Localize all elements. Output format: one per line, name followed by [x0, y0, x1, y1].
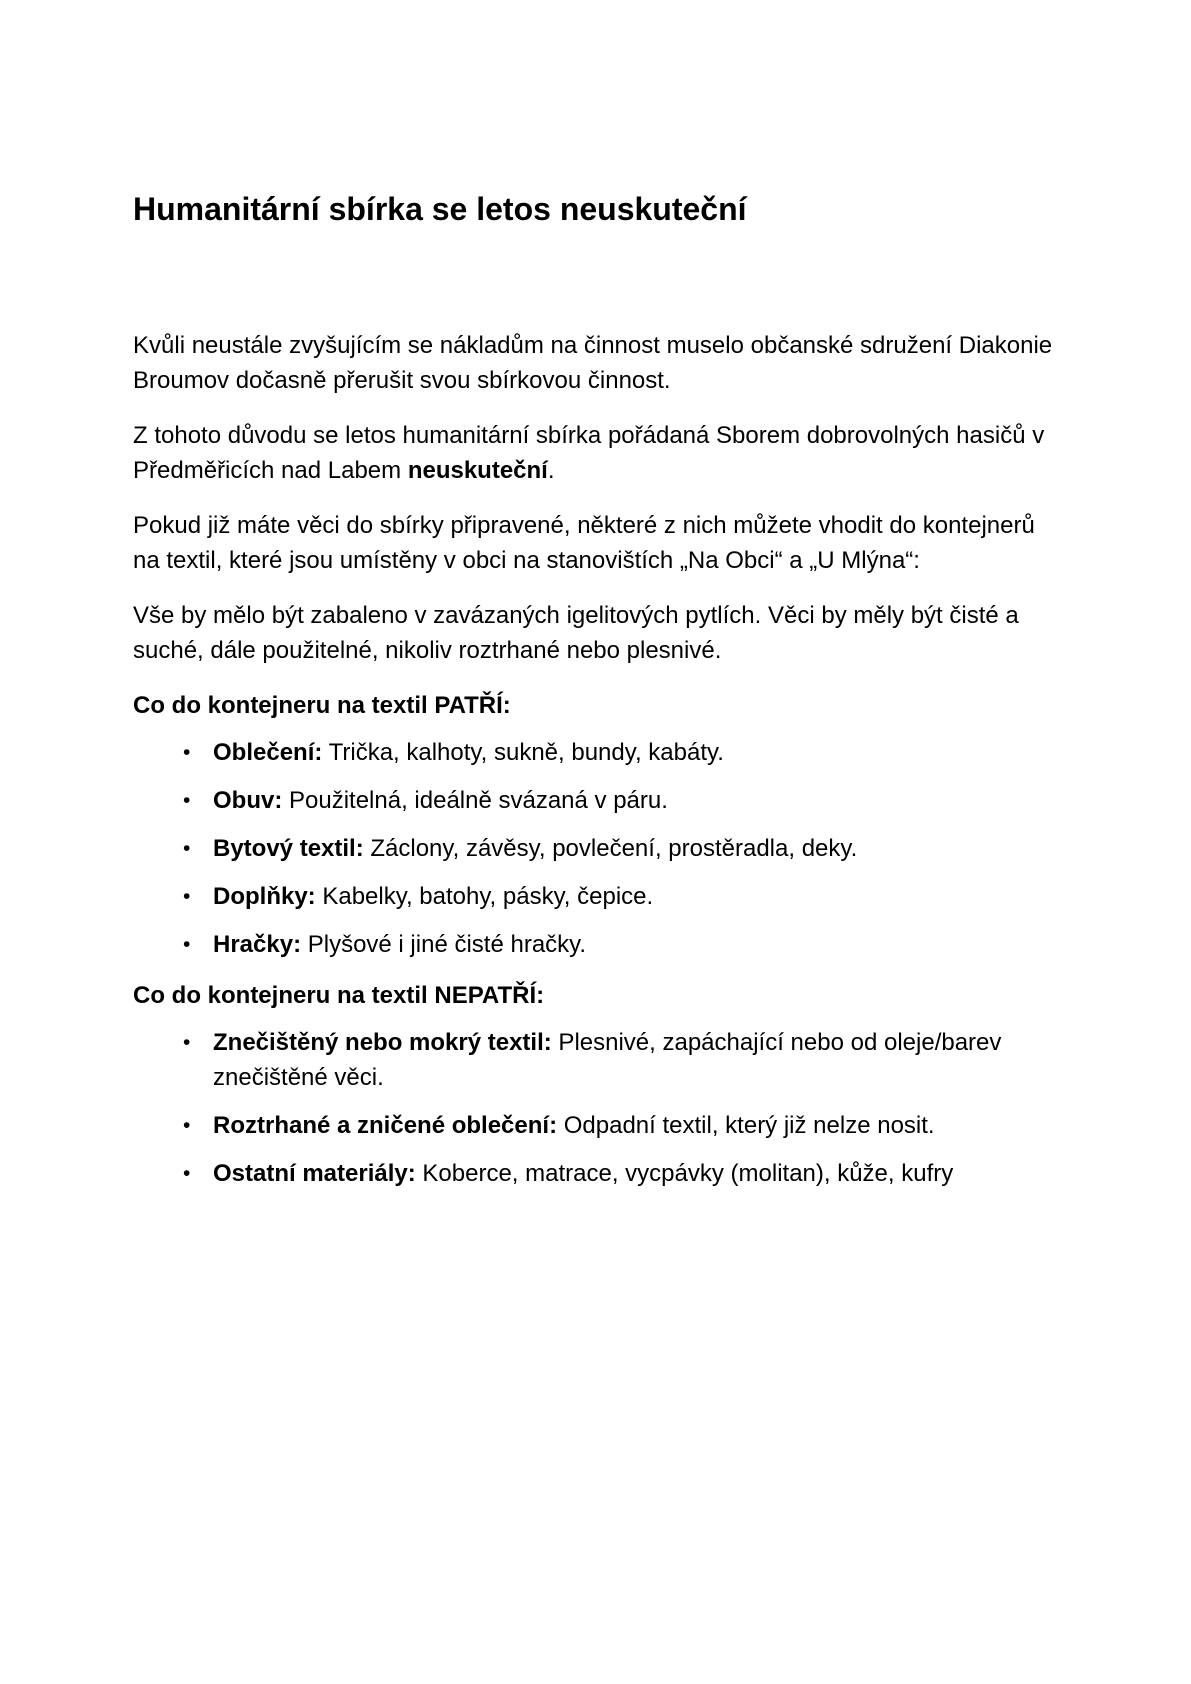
item-label: Bytový textil:: [213, 835, 364, 862]
list-item: [183, 927, 1063, 962]
list-item: [183, 1156, 1063, 1191]
intro-paragraph-4: Vše by mělo být zabaleno v zavázaných igelitových pytlích. Věci by měly být čisté a suché, dále použitelné, nikoliv roztrhané nebo plesnivé.: [133, 602, 1019, 664]
list-item: [183, 1025, 1063, 1095]
bullet-icon: •: [183, 933, 191, 956]
not-fits-section-heading: Co do kontejneru na textil NEPATŘÍ:: [133, 982, 545, 1009]
intro-paragraph-1: Kvůli neustále zvyšujícím se nákladům na činnost muselo občanské sdružení Diakonie Broumov dočasně přerušit svou sbírkovou činnost.: [133, 332, 1053, 394]
item-label: Doplňky:: [213, 883, 316, 910]
fits-section-heading: Co do kontejneru na textil PATŘÍ:: [133, 692, 511, 719]
bullet-icon: •: [183, 789, 191, 812]
not-fits-list: [133, 1025, 1063, 1191]
item-label: Znečištěný nebo mokrý textil:: [213, 1029, 552, 1056]
intro-paragraph-2-period: .: [547, 457, 555, 484]
bullet-icon: •: [183, 885, 191, 908]
document-title: Humanitární sbírka se letos neuskuteční: [133, 191, 747, 227]
item-text: Trička, kalhoty, sukně, bundy, kabáty.: [322, 739, 724, 766]
bullet-icon: •: [183, 1031, 191, 1054]
item-text: Použitelná, ideálně svázaná v páru.: [282, 787, 668, 814]
item-text: Kabelky, batohy, pásky, čepice.: [315, 883, 654, 910]
bullet-icon: •: [183, 837, 191, 860]
list-item: [183, 831, 1063, 866]
item-label: Ostatní materiály:: [213, 1160, 416, 1187]
item-label: Oblečení:: [213, 739, 323, 766]
list-item: [183, 783, 1063, 818]
list-item: [183, 735, 1063, 770]
item-text: Záclony, závěsy, povlečení, prostěradla, deky.: [363, 835, 858, 862]
list-item: [183, 879, 1063, 914]
item-label: Hračky:: [213, 931, 302, 958]
intro-paragraph-2: [133, 418, 1063, 488]
bullet-icon: •: [183, 1162, 191, 1185]
list-item: [183, 1108, 1063, 1143]
intro-paragraph-3: Pokud již máte věci do sbírky připravené, některé z nich můžete vhodit do kontejnerů na textil, které jsou umístěny v obci na stanovištích „Na Obci“ a „U Mlýna“:: [133, 512, 1035, 574]
intro-paragraph-2-bold: neuskuteční: [407, 457, 548, 484]
item-text: Plesnivé, zapáchající nebo od oleje/barev znečištěné věci.: [213, 1029, 1002, 1091]
fits-list: [133, 735, 1063, 962]
intro-paragraph-2-text: Z tohoto důvodu se letos humanitární sbírka pořádaná Sborem dobrovolných hasičů v Předměřicích nad Labem: [133, 422, 1045, 484]
bullet-icon: •: [183, 1114, 191, 1137]
item-text: Plyšové i jiné čisté hračky.: [301, 931, 587, 958]
item-text: Koberce, matrace, vycpávky (molitan), kůže, kufry: [415, 1160, 954, 1187]
item-label: Obuv:: [213, 787, 283, 814]
item-label: Roztrhané a zničené oblečení:: [213, 1112, 558, 1139]
bullet-icon: •: [183, 741, 191, 764]
item-text: Odpadní textil, který již nelze nosit.: [557, 1112, 935, 1139]
